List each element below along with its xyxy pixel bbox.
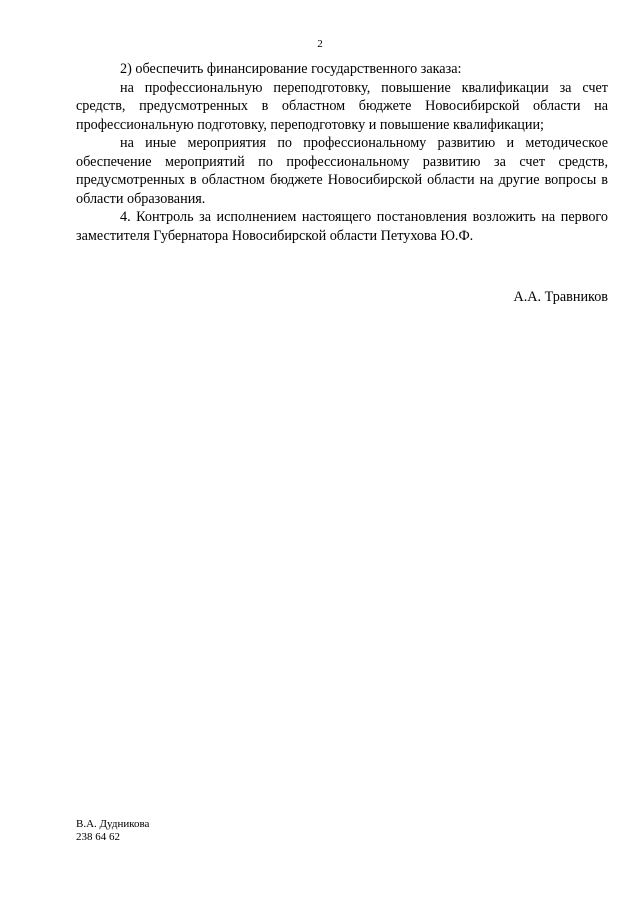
paragraph-other-activities: на иные мероприятия по профессиональному развитию и методическое обеспечение мероприятий по профессиональному развитию за счет средств, предусмотренных в областном бюджете Новосибирской области на другие вопросы в области образования. [76, 135, 608, 207]
signature-name: А.А. Травников [513, 289, 608, 305]
executor-block [76, 818, 149, 844]
page-number: 2 [317, 38, 323, 50]
executor-name: В.А. Дудникова [76, 818, 150, 830]
paragraph-control: 4. Контроль за исполнением настоящего постановления возложить на первого заместителя Губернатора Новосибирской области Петухова Ю.Ф. [76, 209, 608, 244]
executor-phone: 238 64 62 [76, 831, 120, 843]
paragraph-financing: 2) обеспечить финансирование государственного заказа: [120, 61, 462, 77]
document-body [76, 60, 608, 245]
paragraph-retraining: на профессиональную переподготовку, повышение квалификации за счет средств, предусмотренных в областном бюджете Новосибирской области на профессиональную подготовку, переподготовку и повышение квалификации; [76, 79, 608, 133]
